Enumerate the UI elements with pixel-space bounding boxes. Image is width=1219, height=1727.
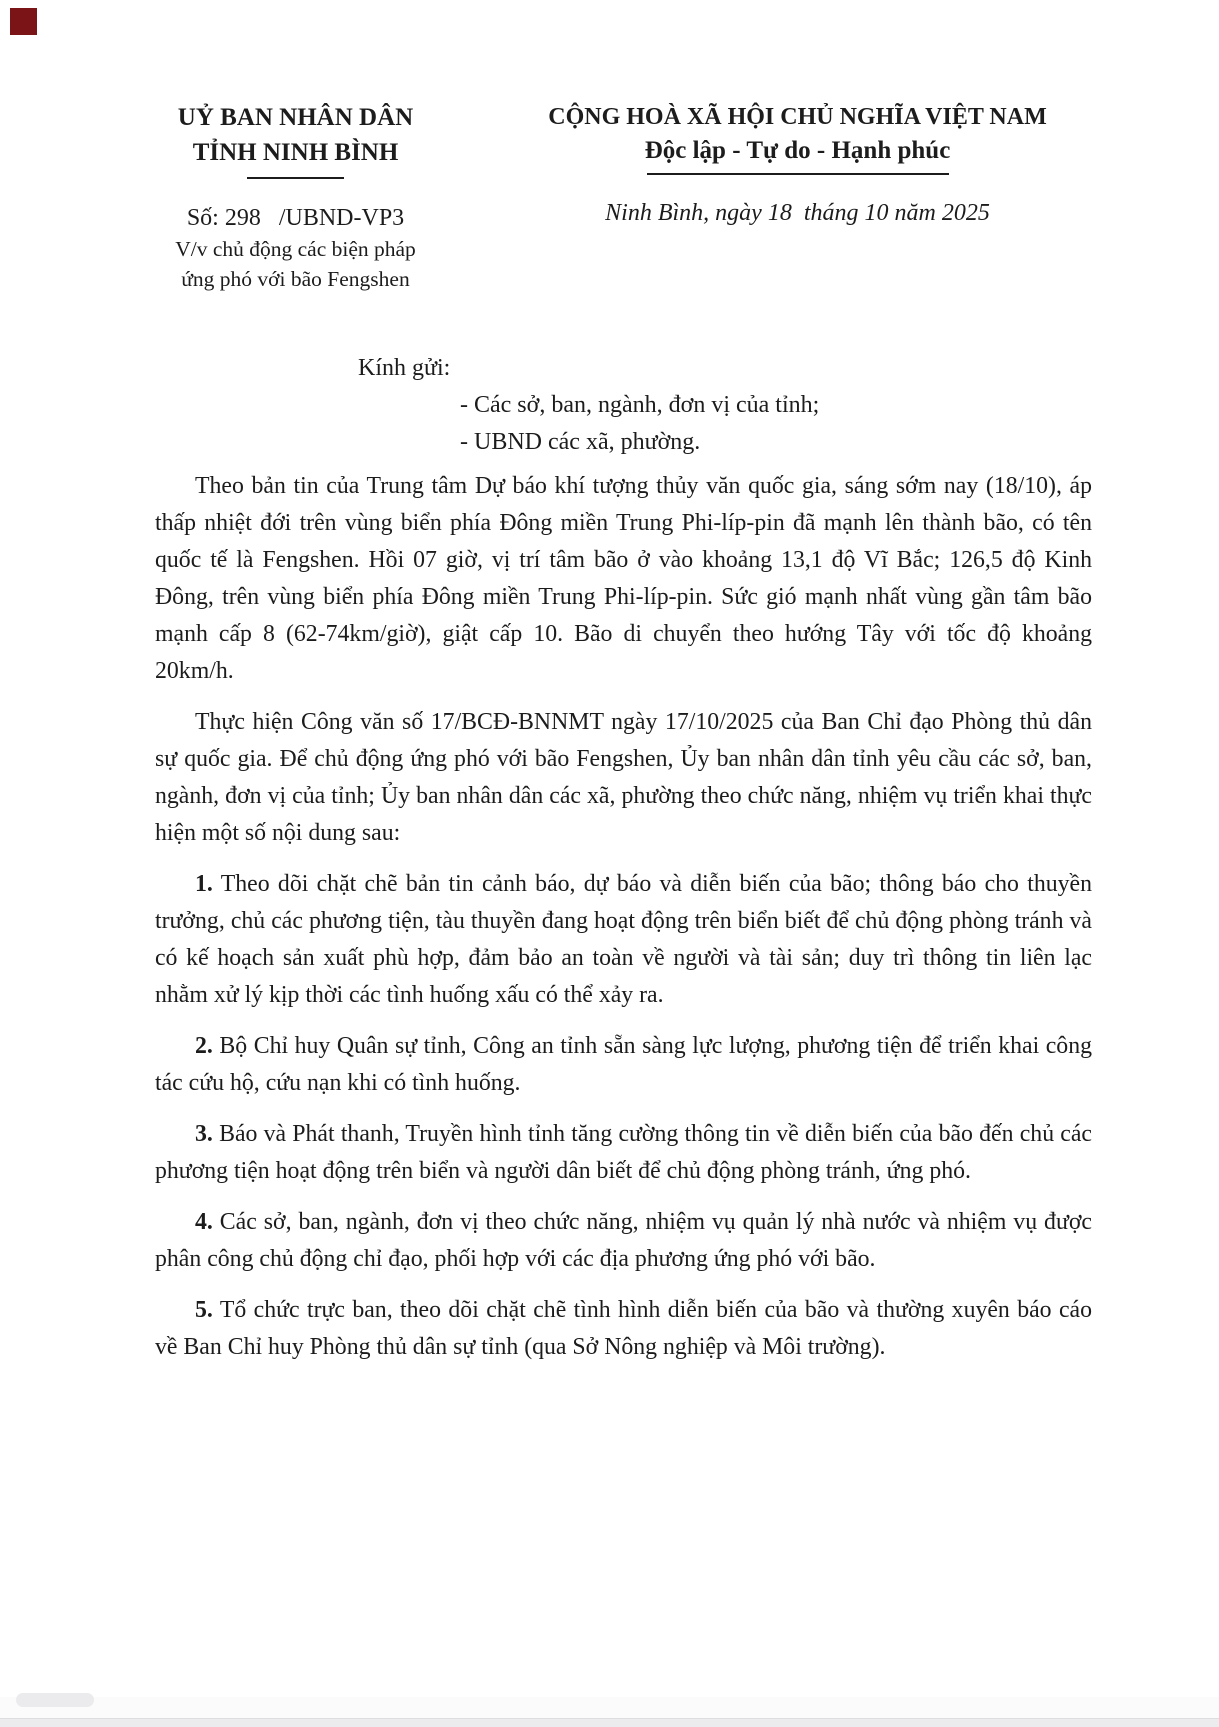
- national-motto-underline: [647, 173, 949, 175]
- item-number: 5.: [195, 1297, 213, 1323]
- recipients-label: Kính gửi:: [358, 355, 451, 381]
- national-motto: Độc lập - Tự do - Hạnh phúc: [644, 137, 951, 164]
- numbered-paragraph: 3. Báo và Phát thanh, Truyền hình tỉnh tăng cường thông tin về diễn biến của bão đến chủ các phương tiện hoạt động trên biển và người dân biết để chủ động phòng tránh, ứng phó.: [155, 1121, 1092, 1184]
- recipients-block: [358, 350, 1058, 461]
- recipient-list: [358, 387, 1058, 461]
- numbered-paragraph: 4. Các sở, ban, ngành, đơn vị theo chức năng, nhiệm vụ quản lý nhà nước và nhiệm vụ được phân công chủ động chỉ đạo, phối hợp với các địa phương ứng phó với bão.: [155, 1209, 1092, 1272]
- national-title: CỘNG HOÀ XÃ HỘI CHỦ NGHĨA VIỆT NAM: [548, 104, 1047, 130]
- document-number: Số: 298 /UBND-VP3: [186, 205, 405, 231]
- item-number: 1.: [195, 871, 213, 897]
- body-paragraph: Thực hiện Công văn số 17/BCĐ-BNNMT ngày 17/10/2025 của Ban Chỉ đạo Phòng thủ dân sự quốc gia. Để chủ động ứng phó với bão Fengshen, Ủy ban nhân dân tỉnh yêu cầu các sở, ban, ngành, đơn vị của tỉnh; Ủy ban nhân dân các xã, phường theo chức năng, nhiệm vụ triển khai thực hiện một số nội dung sau:: [155, 709, 1092, 846]
- numbered-paragraph: 2. Bộ Chỉ huy Quân sự tỉnh, Công an tỉnh sẵn sàng lực lượng, phương tiện để triển khai công tác cứu hộ, cứu nạn khi có tình huống.: [155, 1033, 1092, 1096]
- numbered-paragraph: 1. Theo dõi chặt chẽ bản tin cảnh báo, dự báo và diễn biến của bão; thông báo cho thuyền trưởng, chủ các phương tiện, tàu thuyền đang hoạt động trên biển biết để chủ động phòng tránh và có kế hoạch sản xuất phù hợp, đảm bảo an toàn về người và tài sản; duy trì thông tin liên lạc nhằm xử lý kịp thời các tình huống xấu có thể xảy ra.: [155, 871, 1092, 1008]
- item-number: 2.: [195, 1033, 213, 1059]
- red-square-marker: [10, 8, 37, 35]
- horizontal-scrollbar-track[interactable]: [0, 1697, 1219, 1719]
- header-national: [545, 100, 1050, 227]
- header-issuing-authority: [138, 100, 453, 294]
- org-name-line1: UỶ BAN NHÂN DÂN: [177, 104, 414, 131]
- subject-line1: V/v chủ động các biện pháp: [175, 237, 416, 261]
- recipient-item: - Các sở, ban, ngành, đơn vị của tỉnh;: [460, 392, 820, 418]
- numbered-paragraph: 5. Tổ chức trực ban, theo dõi chặt chẽ tình hình diễn biến của bão và thường xuyên báo cáo về Ban Chỉ huy Phòng thủ dân sự tỉnh (qua Sở Nông nghiệp và Môi trường).: [155, 1297, 1092, 1360]
- org-name-line2: TỈNH NINH BÌNH: [192, 139, 399, 166]
- body-paragraph: Theo bản tin của Trung tâm Dự báo khí tượng thủy văn quốc gia, sáng sớm nay (18/10), áp thấp nhiệt đới trên vùng biển phía Đông miền Trung Phi-líp-pin đã mạnh lên thành bão, có tên quốc tế là Fengshen. Hồi 07 giờ, vị trí tâm bão ở vào khoảng 13,1 độ Vĩ Bắc; 126,5 độ Kinh Đông, trên vùng biển phía Đông miền Trung Phi-líp-pin. Sức gió mạnh nhất vùng gần tâm bão mạnh cấp 8 (62-74km/giờ), giật cấp 10. Bão di chuyển theo hướng Tây với tốc độ khoảng 20km/h.: [155, 473, 1092, 684]
- item-number: 3.: [195, 1121, 213, 1147]
- window-bottom-edge: [0, 1718, 1219, 1727]
- horizontal-scrollbar-thumb[interactable]: [16, 1693, 94, 1707]
- place-date-line: Ninh Bình, ngày 18 tháng 10 năm 2025: [605, 200, 990, 226]
- subject-line2: ứng phó với bão Fengshen: [181, 267, 410, 291]
- recipient-item: - UBND các xã, phường.: [460, 429, 701, 455]
- body-paragraphs: [155, 468, 1092, 1380]
- item-number: 4.: [195, 1209, 213, 1235]
- org-name-underline: [247, 177, 344, 179]
